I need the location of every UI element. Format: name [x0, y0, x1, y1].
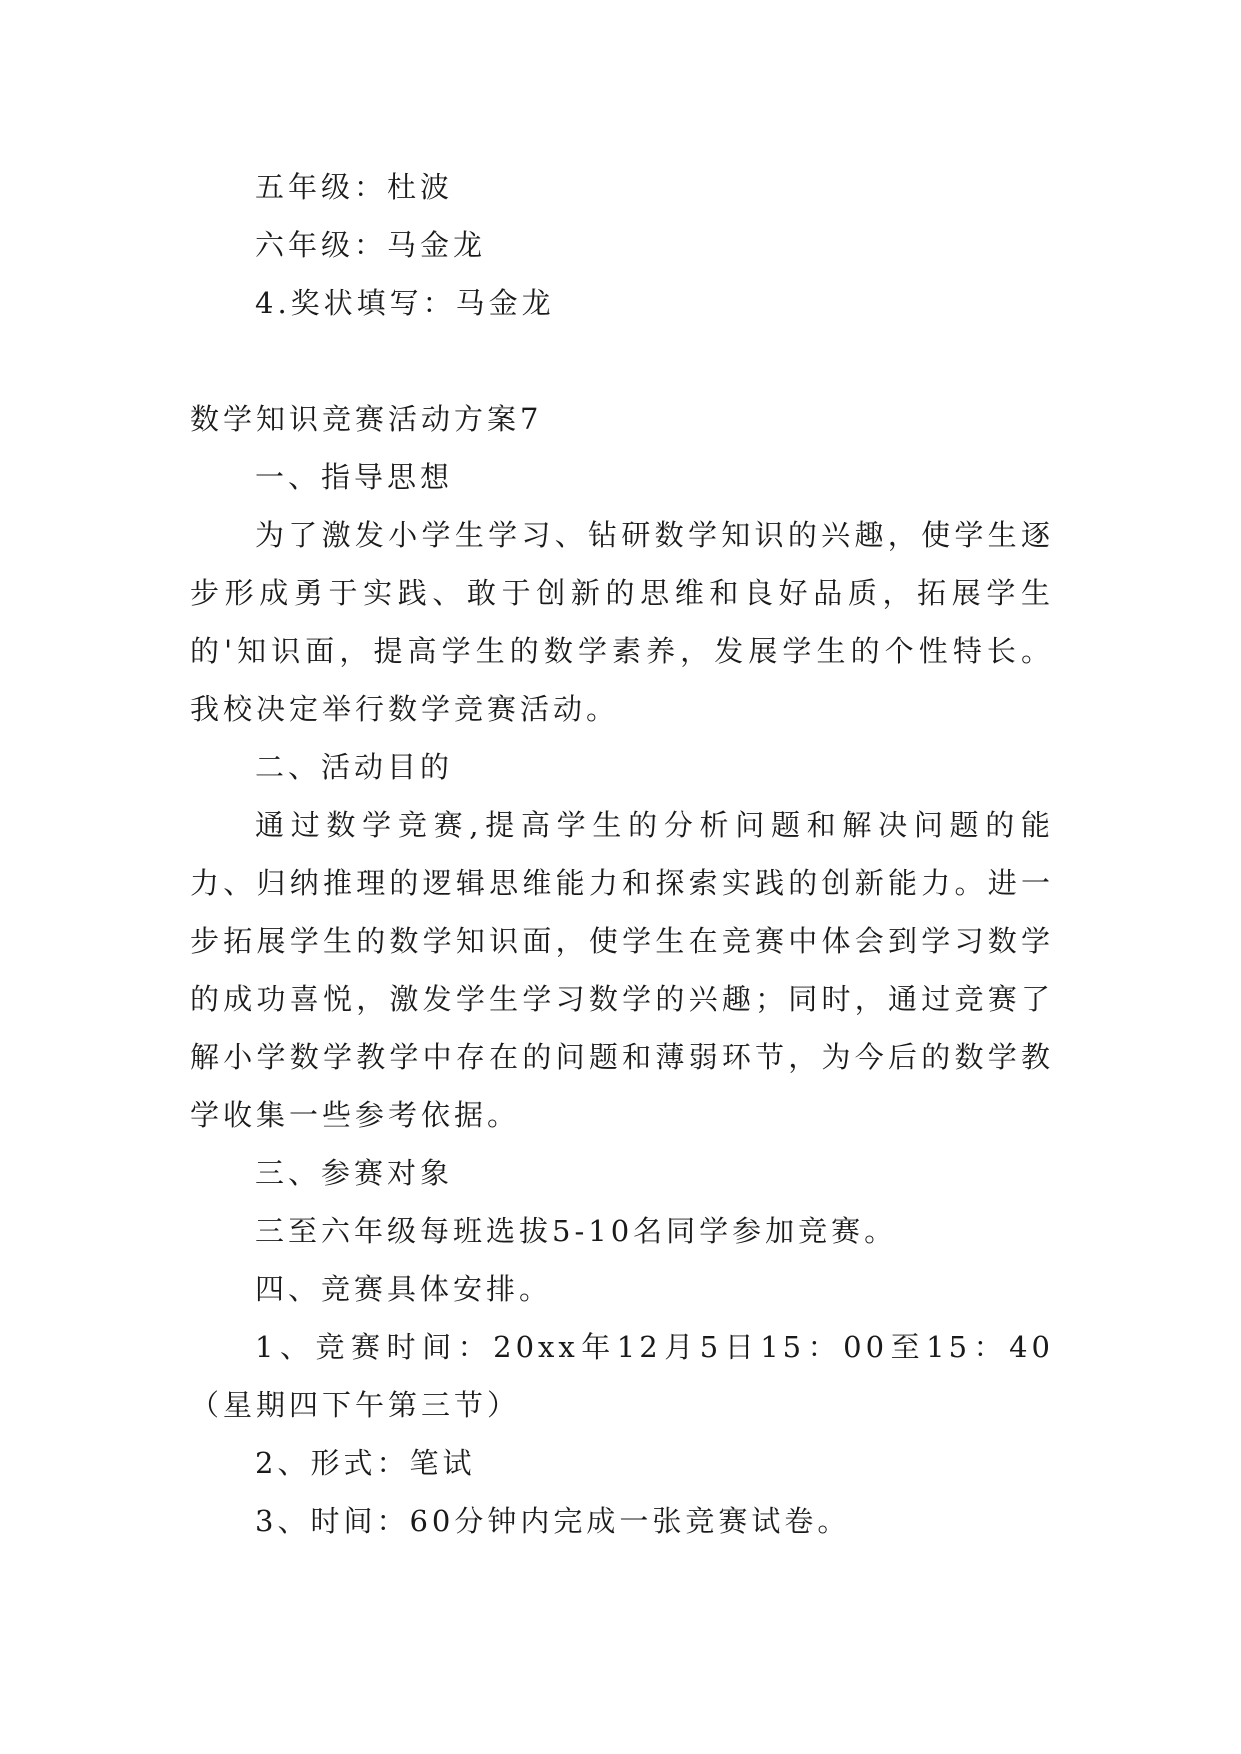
certificate-line: 4.奖状填写：马金龙	[255, 286, 555, 320]
heading-activity-purpose: 二、活动目的	[255, 750, 454, 784]
document-body	[190, 158, 1054, 1550]
grade-six-line: 六年级：马金龙	[255, 228, 487, 262]
paragraph-participants: 三至六年级每班选拔5-10名同学参加竞赛。	[255, 1214, 898, 1248]
heading-guiding-ideology: 一、指导思想	[255, 460, 454, 494]
item-form: 2、形式：笔试	[255, 1446, 476, 1480]
heading-participants: 三、参赛对象	[255, 1156, 454, 1190]
item-competition-time: 1、竞赛时间：20xx年12月5日15：00至15：40（星期四下午第三节）	[190, 1330, 1054, 1422]
section-title: 数学知识竞赛活动方案7	[190, 402, 543, 436]
paragraph-activity-purpose: 通过数学竞赛,提高学生的分析问题和解决问题的能力、归纳推理的逻辑思维能力和探索实践的创新能力。进一步拓展学生的数学知识面，使学生在竞赛中体会到学习数学的成功喜悦，激发学生学习数学的兴趣；同时，通过竞赛了解小学数学教学中存在的问题和薄弱环节，为今后的数学教学收集一些参考依据。	[190, 808, 1054, 1132]
paragraph-guiding-ideology: 为了激发小学生学习、钻研数学知识的兴趣，使学生逐步形成勇于实践、敢于创新的思维和良好品质，拓展学生的'知识面，提高学生的数学素养，发展学生的个性特长。我校决定举行数学竞赛活动。	[190, 518, 1054, 726]
item-duration: 3、时间：60分钟内完成一张竞赛试卷。	[255, 1504, 851, 1538]
grade-five-line: 五年级：杜波	[255, 170, 454, 204]
heading-arrangement: 四、竞赛具体安排。	[255, 1272, 553, 1306]
